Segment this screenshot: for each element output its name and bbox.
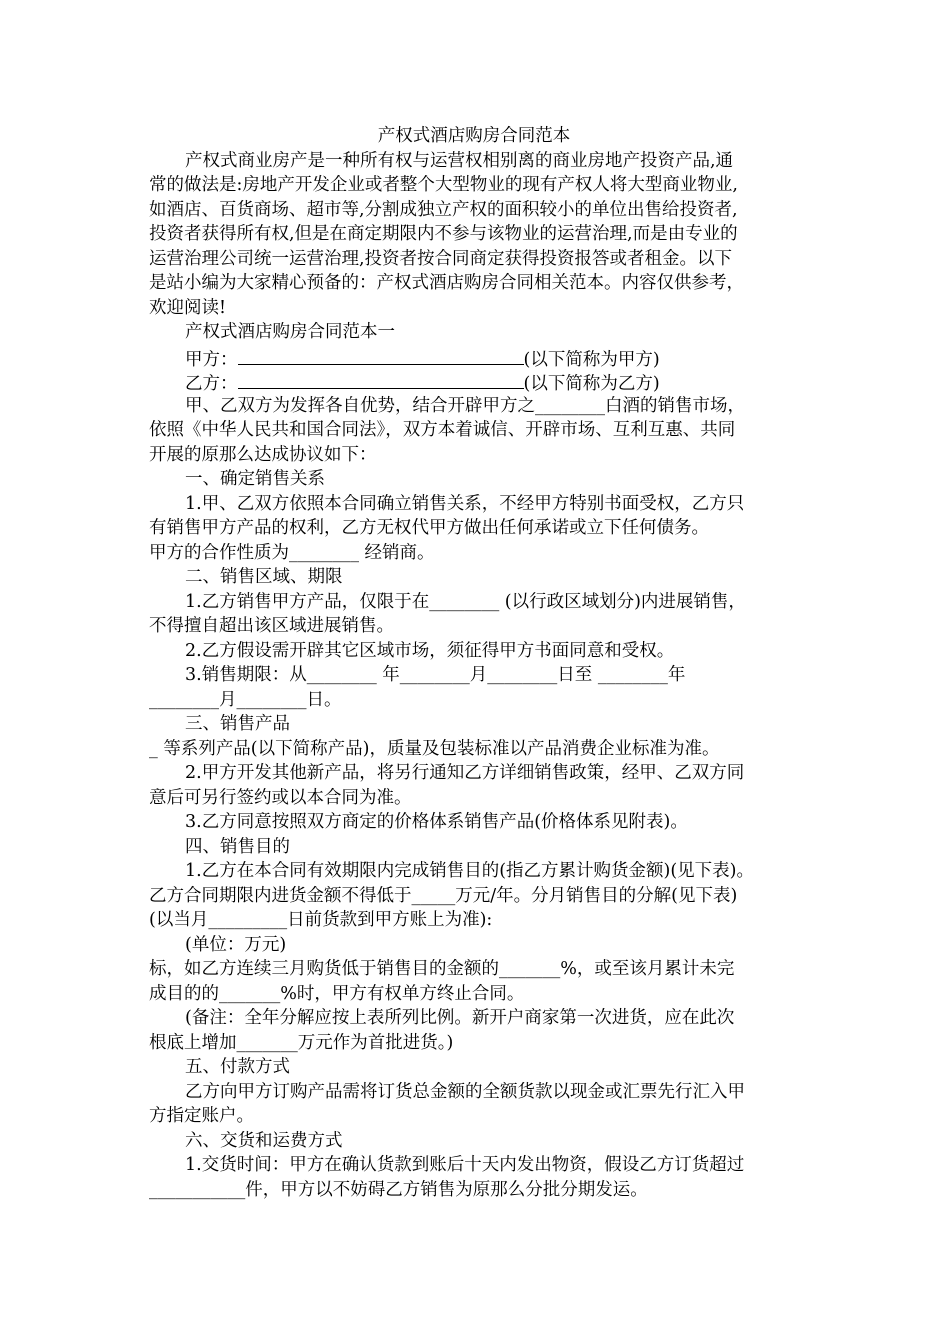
body-line: (备注：全年分解应按上表所列比例。新开户商家第一次进货，应在此次 [185, 1008, 735, 1028]
party-a-blank [238, 345, 524, 365]
body-line: 1.交货时间：甲方在确认货款到账后十天内发出物资，假设乙方订货超过 [185, 1155, 745, 1175]
body-line: 2.乙方假设需开辟其它区域市场，须征得甲方书面同意和受权。 [185, 640, 675, 661]
body-line: 2.甲方开发其他新产品，将另行通知乙方详细销售政策，经甲、乙双方同 [185, 763, 745, 783]
preamble-line: 甲、乙双方为发挥各自优势，结合开辟甲方之________白酒的销售市场， [185, 395, 745, 416]
intro-line: 运营治理公司统一运营治理,投资者按合同商定获得投资报答或者租金。以下 [149, 248, 733, 269]
section-heading: 二、销售区域、期限 [185, 567, 343, 587]
section-heading: 四、销售目的 [185, 836, 290, 857]
body-line: (单位：万元) [185, 934, 287, 955]
body-line: 方指定账户。 [149, 1106, 254, 1126]
body-line: (以当月_________日前货款到甲方账上为准): [149, 910, 493, 930]
section-heading: 一、确定销售关系 [185, 469, 325, 489]
party-b-line [149, 369, 799, 394]
body-line: 不得擅自超出该区域进展销售。 [149, 616, 394, 636]
body-line: 1.乙方销售甲方产品，仅限于在________ (以行政区域划分)内进展销售， [185, 591, 746, 612]
section-heading: 三、销售产品 [185, 714, 290, 734]
party-b-blank [238, 369, 524, 389]
body-line: 3.销售期限：从________ 年________月________日至 ________年 [185, 665, 686, 685]
party-b-suffix: (以下简称为乙方) [523, 374, 660, 394]
document-page [149, 124, 799, 1202]
body-line: 根底上增加_______万元作为首批进货。) [149, 1032, 454, 1053]
body-line: 乙方向甲方订购产品需将订货总金额的全额货款以现金或汇票先行汇入甲 [185, 1081, 745, 1102]
intro-line: 欢迎阅读! [149, 297, 227, 318]
intro-line: 常的做法是:房地产开发企业或者整个大型物业的现有产权人将大型商业物业, [149, 175, 738, 195]
party-a-line [149, 345, 799, 370]
party-a-suffix: (以下简称为甲方) [523, 349, 660, 370]
body-line: 3.乙方同意按照双方商定的价格体系销售产品(价格体系见附表)。 [185, 812, 688, 832]
section-heading: 六、交货和运费方式 [185, 1130, 343, 1151]
document-title: 产权式酒店购房合同范本 [377, 126, 571, 146]
body-line: 乙方合同期限内进货金额不得低于_____万元/年。分月销售目的分解(见下表) [149, 885, 738, 906]
body-line: ________月________日。 [149, 689, 342, 710]
body-line: 意后可另行签约或以本合同为准。 [149, 787, 412, 808]
body-line: 甲方的合作性质为________ 经销商。 [149, 542, 435, 563]
preamble-line: 开展的原那么达成协议如下： [149, 444, 377, 465]
party-b-label: 乙方： [185, 374, 238, 394]
intro-line: 是站小编为大家精心预备的：产权式酒店购房合同相关范本。内容仅供参考， [149, 273, 744, 293]
body-line: 1.甲、乙双方依照本合同确立销售关系，不经甲方特别书面受权，乙方只 [185, 493, 745, 514]
body-line: 1.乙方在本合同有效期限内完成销售目的(指乙方累计购货金额)(见下表)。 [185, 861, 755, 881]
body-line: 标，如乙方连续三月购货低于销售目的金额的_______%，或至该月累计未完 [149, 959, 735, 979]
body-line: 有销售甲方产品的权利，乙方无权代甲方做出任何承诺或立下任何债务。 [149, 518, 709, 538]
party-a-label: 甲方： [185, 349, 238, 370]
body-line: 成目的的_______%时，甲方有权单方终止合同。 [149, 983, 525, 1004]
intro-line: 产权式商业房产是一种所有权与运营权相别离的商业房地产投资产品,通 [185, 150, 734, 171]
sample-heading: 产权式酒店购房合同范本一 [185, 322, 395, 342]
body-line: _ 等系列产品(以下简称产品)，质量及包装标准以产品消费企业标准为准。 [149, 738, 720, 759]
intro-line: 投资者获得所有权,但是在商定期限内不参与该物业的运营治理,而是由专业的 [149, 224, 738, 244]
intro-line: 如酒店、百货商场、超市等,分割成独立产权的面积较小的单位出售给投资者, [149, 199, 738, 220]
section-heading: 五、付款方式 [185, 1057, 290, 1077]
body-line: ___________件，甲方以不妨碍乙方销售为原那么分批分期发运。 [149, 1179, 648, 1200]
preamble-line: 依照《中华人民共和国合同法》，双方本着诚信、开辟市场、互利互惠、共同 [149, 420, 736, 440]
